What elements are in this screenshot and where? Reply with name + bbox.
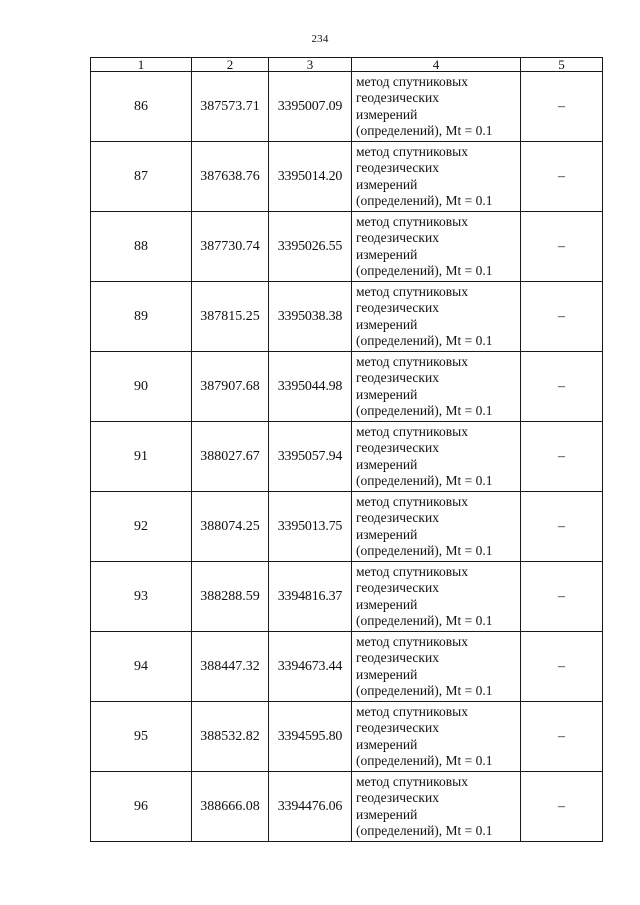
y-coordinate-cell: 3395044.98 <box>269 352 352 422</box>
x-coordinate-cell: 387730.74 <box>192 212 269 282</box>
method-line: (определений), Mt = 0.1 <box>356 683 493 698</box>
x-coordinate-cell: 388666.08 <box>192 772 269 842</box>
method-line: геодезических <box>356 230 439 245</box>
method-cell <box>352 422 521 492</box>
y-coordinate-cell: 3395057.94 <box>269 422 352 492</box>
table-row <box>91 702 603 772</box>
y-coordinate-cell: 3395014.20 <box>269 142 352 212</box>
method-line: измерений <box>356 596 418 612</box>
method-line: измерений <box>356 806 418 822</box>
column-header-5: 5 <box>521 58 603 72</box>
y-coordinate-cell: 3395007.09 <box>269 72 352 142</box>
method-line: (определений), Mt = 0.1 <box>356 123 493 138</box>
table-row <box>91 72 603 142</box>
method-line: (определений), Mt = 0.1 <box>356 823 493 838</box>
x-coordinate-cell: 388532.82 <box>192 702 269 772</box>
note-cell <box>521 702 603 772</box>
method-line: метод спутниковых <box>356 213 468 229</box>
table-row <box>91 212 603 282</box>
method-line: (определений), Mt = 0.1 <box>356 333 493 348</box>
method-line: метод спутниковых <box>356 563 468 579</box>
note-cell <box>521 422 603 492</box>
coordinates-table <box>90 57 603 842</box>
method-line: (определений), Mt = 0.1 <box>356 613 493 628</box>
table-row <box>91 772 603 842</box>
y-coordinate-cell: 3394595.80 <box>269 702 352 772</box>
y-coordinate-cell: 3394816.37 <box>269 562 352 632</box>
method-line: геодезических <box>356 580 439 595</box>
note-dash: – <box>558 168 565 184</box>
method-line: метод спутниковых <box>356 773 468 789</box>
method-line: измерений <box>356 386 418 402</box>
method-line: геодезических <box>356 440 439 455</box>
point-number-cell: 93 <box>91 562 192 632</box>
method-cell <box>352 632 521 702</box>
method-line: (определений), Mt = 0.1 <box>356 473 493 488</box>
method-line: метод спутниковых <box>356 353 468 369</box>
point-number-cell: 86 <box>91 72 192 142</box>
x-coordinate-cell: 388074.25 <box>192 492 269 562</box>
method-line: измерений <box>356 176 418 192</box>
point-number-cell: 90 <box>91 352 192 422</box>
table-row <box>91 562 603 632</box>
column-header-4: 4 <box>352 58 521 72</box>
point-number-cell: 88 <box>91 212 192 282</box>
method-line: (определений), Mt = 0.1 <box>356 543 493 558</box>
point-number-cell: 96 <box>91 772 192 842</box>
table-header-row <box>91 58 603 72</box>
method-line: измерений <box>356 736 418 752</box>
method-line: метод спутниковых <box>356 423 468 439</box>
table-row <box>91 422 603 492</box>
method-line: метод спутниковых <box>356 703 468 719</box>
note-cell <box>521 562 603 632</box>
note-dash: – <box>558 518 565 534</box>
y-coordinate-cell: 3395013.75 <box>269 492 352 562</box>
method-line: (определений), Mt = 0.1 <box>356 753 493 768</box>
method-cell <box>352 562 521 632</box>
page-number: 234 <box>311 33 329 45</box>
note-dash: – <box>558 798 565 814</box>
point-number-cell: 95 <box>91 702 192 772</box>
method-line: измерений <box>356 106 418 122</box>
note-cell <box>521 282 603 352</box>
method-line: измерений <box>356 666 418 682</box>
column-header-1: 1 <box>91 58 192 72</box>
note-dash: – <box>558 238 565 254</box>
note-dash: – <box>558 378 565 394</box>
x-coordinate-cell: 387573.71 <box>192 72 269 142</box>
table-body <box>91 72 603 842</box>
point-number-cell: 92 <box>91 492 192 562</box>
column-header-2: 2 <box>192 58 269 72</box>
method-line: измерений <box>356 526 418 542</box>
note-cell <box>521 142 603 212</box>
column-header-3: 3 <box>269 58 352 72</box>
method-line: метод спутниковых <box>356 283 468 299</box>
method-line: (определений), Mt = 0.1 <box>356 403 493 418</box>
table-row <box>91 282 603 352</box>
method-cell <box>352 282 521 352</box>
note-dash: – <box>558 658 565 674</box>
y-coordinate-cell: 3395026.55 <box>269 212 352 282</box>
method-line: геодезических <box>356 370 439 385</box>
x-coordinate-cell: 388288.59 <box>192 562 269 632</box>
method-line: (определений), Mt = 0.1 <box>356 193 493 208</box>
method-line: геодезических <box>356 90 439 105</box>
table-row <box>91 492 603 562</box>
x-coordinate-cell: 387815.25 <box>192 282 269 352</box>
method-line: метод спутниковых <box>356 633 468 649</box>
method-line: метод спутниковых <box>356 73 468 89</box>
point-number-cell: 94 <box>91 632 192 702</box>
method-cell <box>352 352 521 422</box>
method-line: метод спутниковых <box>356 493 468 509</box>
y-coordinate-cell: 3394476.06 <box>269 772 352 842</box>
x-coordinate-cell: 387907.68 <box>192 352 269 422</box>
y-coordinate-cell: 3395038.38 <box>269 282 352 352</box>
method-line: метод спутниковых <box>356 143 468 159</box>
method-line: измерений <box>356 316 418 332</box>
note-cell <box>521 72 603 142</box>
note-dash: – <box>558 98 565 114</box>
method-line: геодезических <box>356 720 439 735</box>
method-cell <box>352 702 521 772</box>
note-dash: – <box>558 448 565 464</box>
method-cell <box>352 492 521 562</box>
note-dash: – <box>558 588 565 604</box>
method-line: геодезических <box>356 650 439 665</box>
method-cell <box>352 772 521 842</box>
x-coordinate-cell: 388447.32 <box>192 632 269 702</box>
y-coordinate-cell: 3394673.44 <box>269 632 352 702</box>
method-line: (определений), Mt = 0.1 <box>356 263 493 278</box>
method-cell <box>352 212 521 282</box>
table-row <box>91 142 603 212</box>
method-line: измерений <box>356 246 418 262</box>
note-cell <box>521 492 603 562</box>
method-cell <box>352 142 521 212</box>
note-cell <box>521 352 603 422</box>
note-cell <box>521 772 603 842</box>
x-coordinate-cell: 388027.67 <box>192 422 269 492</box>
note-dash: – <box>558 728 565 744</box>
method-line: измерений <box>356 456 418 472</box>
x-coordinate-cell: 387638.76 <box>192 142 269 212</box>
method-cell <box>352 72 521 142</box>
point-number-cell: 87 <box>91 142 192 212</box>
point-number-cell: 91 <box>91 422 192 492</box>
table-row <box>91 352 603 422</box>
method-line: геодезических <box>356 160 439 175</box>
point-number-cell: 89 <box>91 282 192 352</box>
method-line: геодезических <box>356 790 439 805</box>
note-cell <box>521 632 603 702</box>
note-dash: – <box>558 308 565 324</box>
method-line: геодезических <box>356 510 439 525</box>
table-row <box>91 632 603 702</box>
note-cell <box>521 212 603 282</box>
method-line: геодезических <box>356 300 439 315</box>
